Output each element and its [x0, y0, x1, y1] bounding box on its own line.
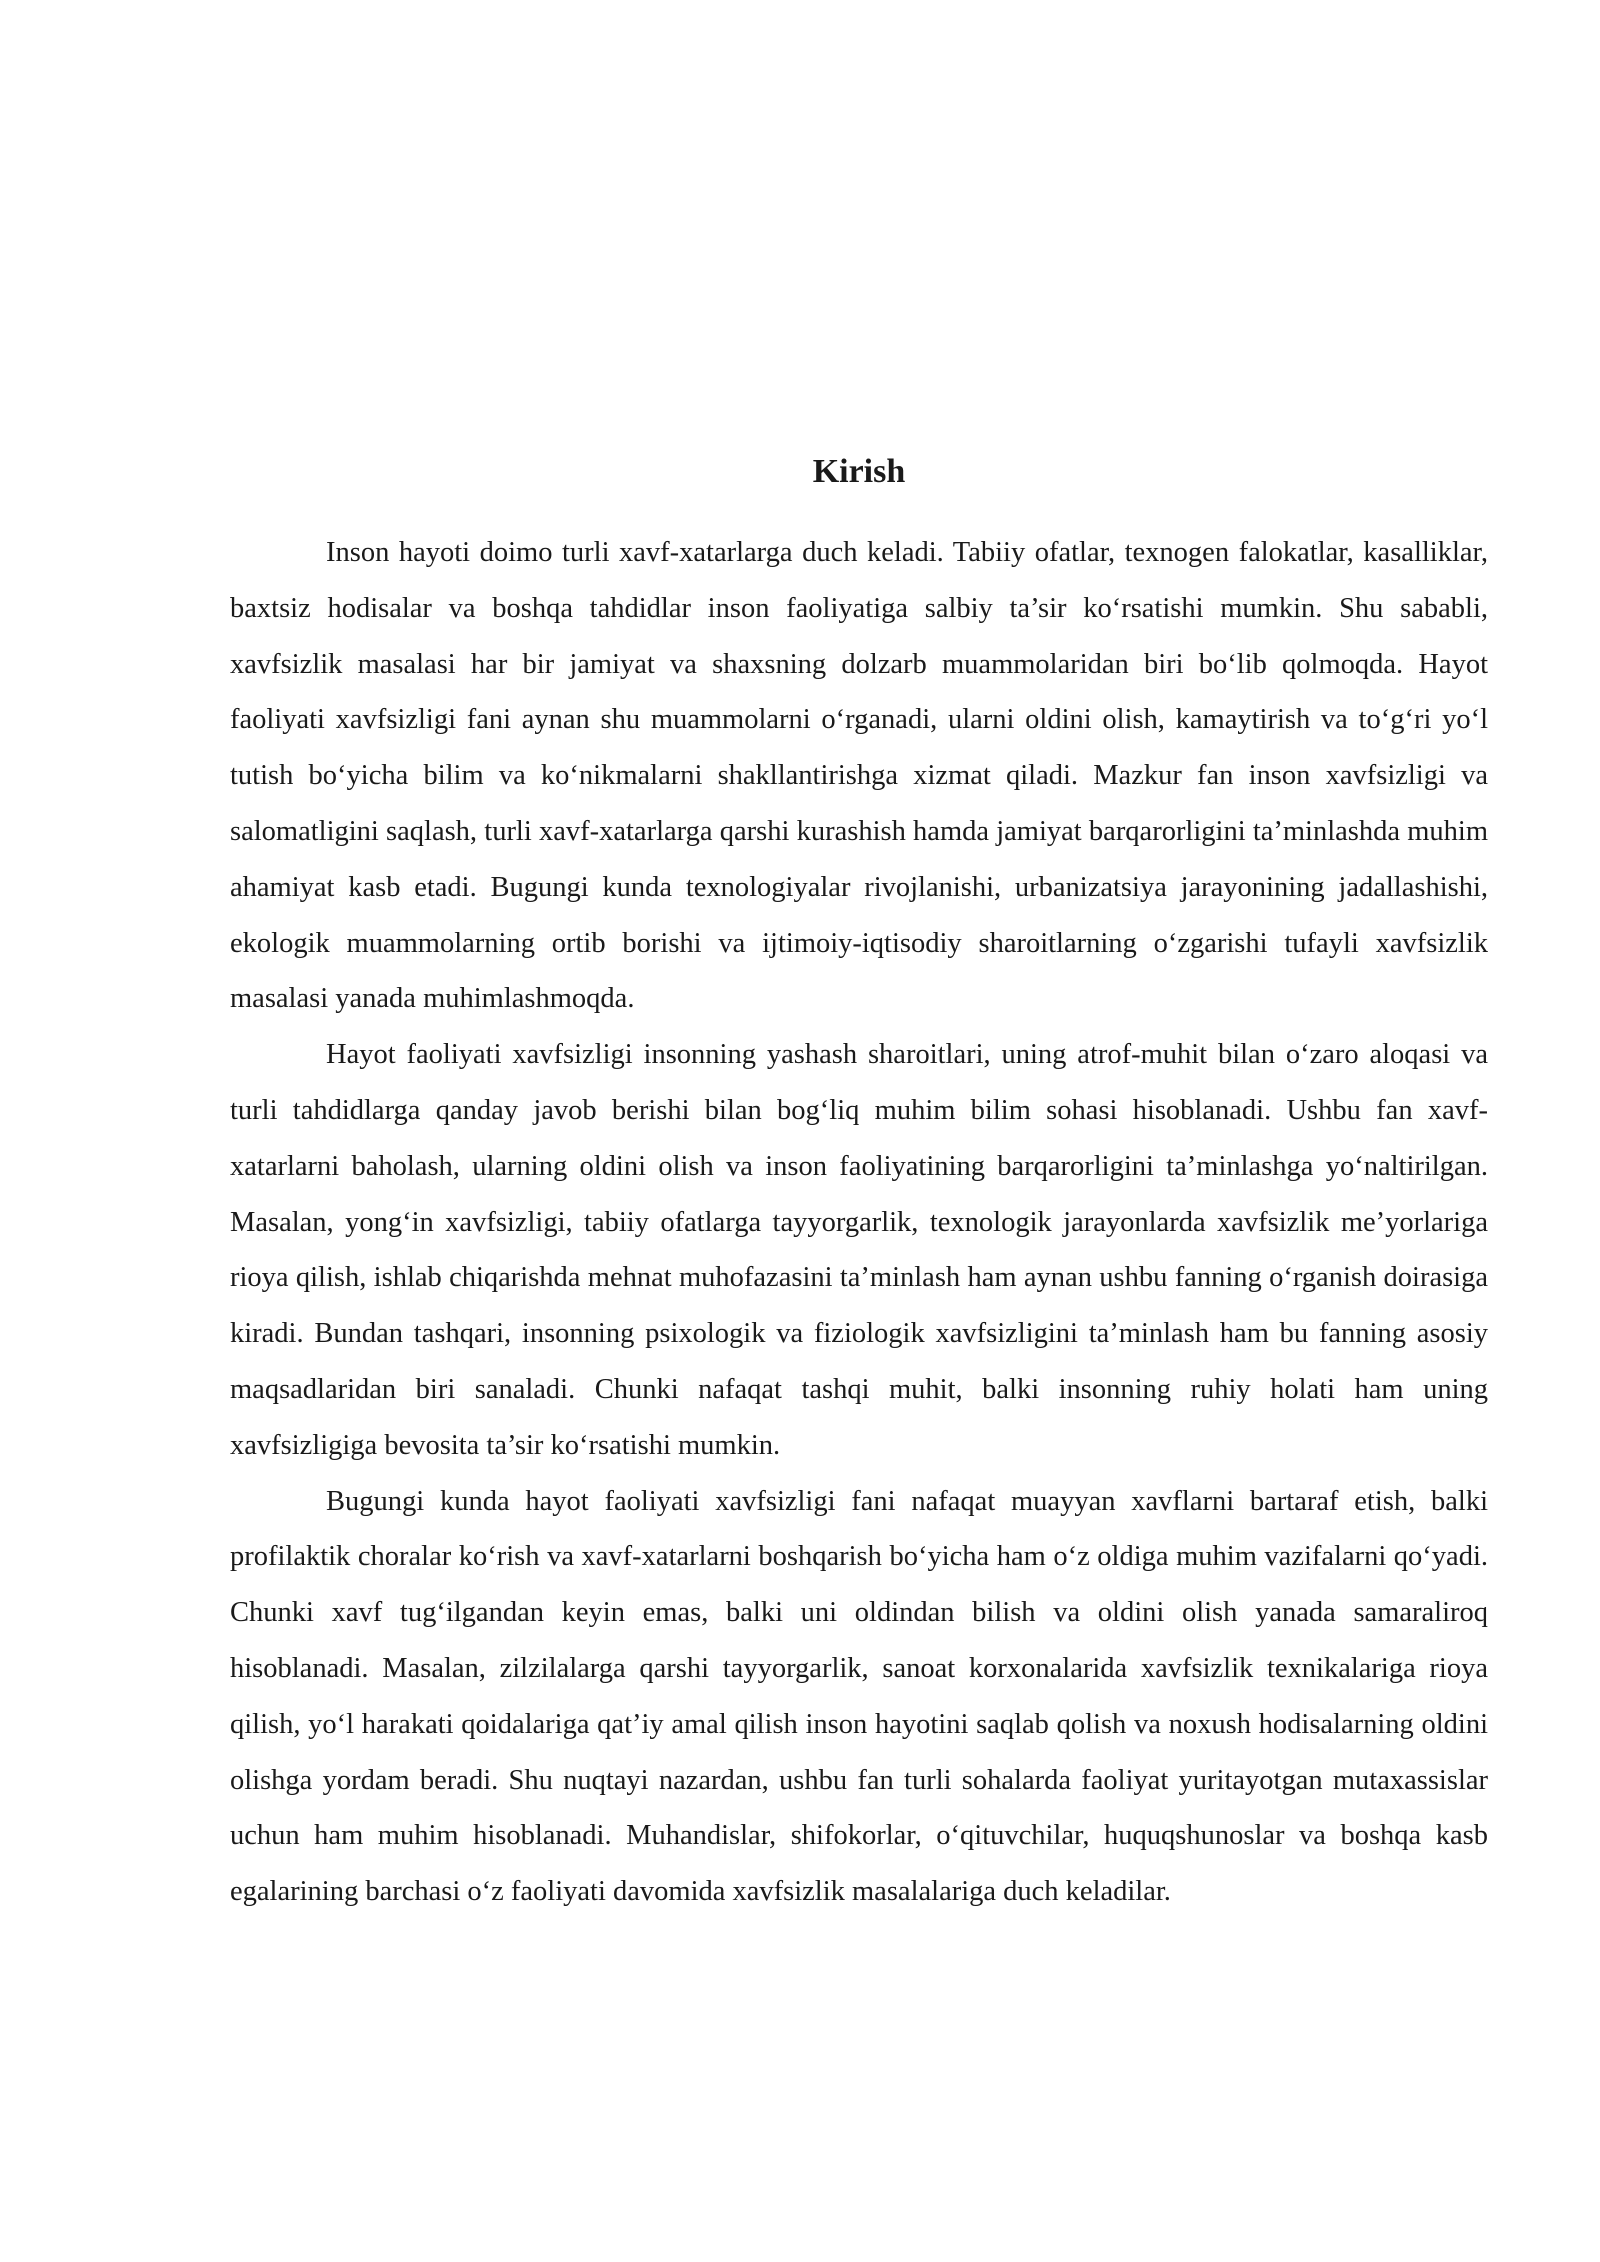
paragraph: Inson hayoti doimo turli xavf-xatarlarga duch keladi. Tabiiy ofatlar, texnogen falokatlar, kasalliklar, baxtsiz hodisalar va boshqa tahdidlar inson faoliyatiga salbiy ta’sir ko‘rsatishi mumkin. Shu sababli, xavfsizlik masalasi har bir jamiyat va shaxsning dolzarb muammolaridan biri bo‘lib qolmoqda. Hayot faoliyati xavfsizligi fani aynan shu muammolarni o‘rganadi, ularni oldini olish, kamaytirish va to‘g‘ri yo‘l tutish bo‘yicha bilim va ko‘nikmalarni shakllantirishga xizmat qiladi. Mazkur fan inson xavfsizligi va salomatligini saqlash, turli xavf-xatarlarga qarshi kurashish hamda jamiyat barqarorligini ta’minlashda muhim ahamiyat kasb etadi. Bugungi kunda texnologiyalar rivojlanishi, urbanizatsiya jarayonining jadallashishi, ekologik muammolarning ortib borishi va ijtimoiy-iqtisodiy sharoitlarning o‘zgarishi tufayli xavfsizlik masalasi yanada muhimlashmoqda.	[230, 537, 1488, 1015]
page-title: Kirish	[812, 453, 906, 490]
body-text	[230, 525, 1488, 1920]
paragraph: Bugungi kunda hayot faoliyati xavfsizligi fani nafaqat muayyan xavflarni bartaraf etish, balki profilaktik choralar ko‘rish va xavf-xatarlarni boshqarish bo‘yicha ham o‘z oldiga muhim vazifalarni qo‘yadi. Chunki xavf tug‘ilgandan keyin emas, balki uni oldindan bilish va oldini olish yanada samaraliroq hisoblanadi. Masalan, zilzilalarga qarshi tayyorgarlik, sanoat korxonalarida xavfsizlik texnikalariga rioya qilish, yo‘l harakati qoidalariga qat’iy amal qilish inson hayotini saqlab qolish va noxush hodisalarning oldini olishga yordam beradi. Shu nuqtayi nazardan, ushbu fan turli sohalarda faoliyat yuritayotgan mutaxassislar uchun ham muhim hisoblanadi. Muhandislar, shifokorlar, o‘qituvchilar, huquqshunoslar va boshqa kasb egalarining barchasi o‘z faoliyati davomida xavfsizlik masalalariga duch keladilar.	[230, 1485, 1488, 1908]
paragraph: Hayot faoliyati xavfsizligi insonning yashash sharoitlari, uning atrof-muhit bilan o‘zaro aloqasi va turli tahdidlarga qanday javob berishi bilan bog‘liq muhim bilim sohasi hisoblanadi. Ushbu fan xavf-xatarlarni baholash, ularning oldini olish va inson faoliyatining barqarorligini ta’minlashga yo‘naltirilgan. Masalan, yong‘in xavfsizligi, tabiiy ofatlarga tayyorgarlik, texnologik jarayonlarda xavfsizlik me’yorlariga rioya qilish, ishlab chiqarishda mehnat muhofazasini ta’minlash ham aynan ushbu fanning o‘rganish doirasiga kiradi. Bundan tashqari, insonning psixologik va fiziologik xavfsizligini ta’minlash ham bu fanning asosiy maqsadlaridan biri sanaladi. Chunki nafaqat tashqi muhit, balki insonning ruhiy holati ham uning xavfsizligiga bevosita ta’sir ko‘rsatishi mumkin.	[230, 1039, 1488, 1461]
